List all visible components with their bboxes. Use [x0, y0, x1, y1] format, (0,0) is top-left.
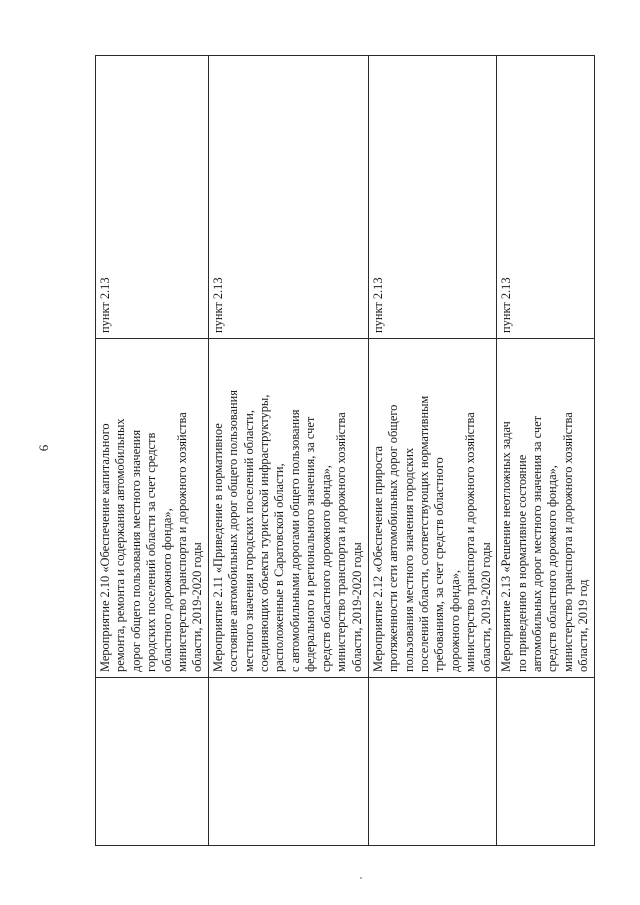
description-line: соединяющих объекты туристской инфраструктуры,	[257, 394, 272, 672]
empty-cell	[497, 678, 594, 846]
description-line: средств областного дорожного фонда»,	[545, 465, 560, 672]
description-line: министерство транспорта и дорожного хозяйства	[334, 412, 349, 672]
description-line: требованиям, за счет средств областного	[432, 457, 447, 672]
measures-table-rotated	[95, 56, 591, 846]
description-line: Мероприятие 2.10 «Обеспечение капитального	[98, 423, 112, 672]
description-line: местного значения городских поселений области,	[241, 410, 256, 672]
description-line: Мероприятие 2.11 «Приведение в нормативное	[210, 423, 225, 672]
table-row	[96, 56, 209, 846]
description-line: дорожного фонда»,	[447, 570, 462, 672]
empty-cell	[96, 678, 209, 846]
description-line: министерство транспорта и дорожного хозяйства	[463, 412, 478, 672]
reference-text: пункт 2.13	[210, 277, 225, 333]
description-line: по приведению в нормативное состояние	[514, 454, 529, 672]
description-line: области, 2019 год	[576, 579, 591, 672]
description-cell	[497, 339, 594, 678]
description-line: области, 2019-2020 годы	[190, 542, 205, 672]
description-line: поселений области, соответствующих нормативным	[417, 395, 432, 672]
description-line: областного дорожного фонда»,	[159, 508, 174, 672]
description-line: с автомобильными дорогами общего пользования	[287, 409, 302, 672]
description-line: дорог общего пользования местного значения	[128, 429, 143, 672]
description-cell	[368, 339, 496, 678]
description-line: пользования местного значения городских	[401, 447, 416, 672]
reference-text: пункт 2.13	[370, 277, 385, 333]
page-number: 6	[36, 444, 51, 452]
table-row	[208, 56, 368, 846]
description-cell	[208, 339, 368, 678]
description-line: Мероприятие 2.12 «Обеспечение прироста	[370, 445, 385, 672]
description-line: состояние автомобильных дорог общего пользования	[226, 390, 241, 672]
description-line: министерство транспорта и дорожного хозяйства	[175, 412, 190, 672]
description-line: средств областного дорожного фонда»,	[318, 465, 333, 672]
empty-cell	[208, 678, 368, 846]
description-line: области, 2019-2020 годы	[478, 542, 493, 672]
reference-text: пункт 2.13	[499, 277, 514, 333]
reference-text: пункт 2.13	[98, 277, 112, 333]
measures-table	[95, 55, 595, 846]
description-line: расположенные в Саратовской области,	[272, 463, 287, 672]
description-cell	[96, 339, 209, 678]
description-line: Мероприятие 2.13 «Решение неотложных задач	[499, 421, 514, 672]
reference-cell	[208, 56, 368, 339]
description-line: федерального и регионального значения, за счет	[303, 416, 318, 672]
reference-cell	[368, 56, 496, 339]
empty-cell	[368, 678, 496, 846]
reference-cell	[96, 56, 209, 339]
reference-cell	[497, 56, 594, 339]
description-line: области, 2019-2020 годы	[349, 542, 364, 672]
table-row	[497, 56, 594, 846]
description-line: автомобильных дорог местного значения за счет	[529, 415, 544, 672]
scan-speck	[360, 877, 362, 879]
table-row	[368, 56, 496, 846]
description-line: протяженности сети автомобильных дорог общего	[386, 404, 401, 672]
description-line: министерство транспорта и дорожного хозяйства	[560, 412, 575, 672]
description-line: ремонта, ремонта и содержания автомобильных	[113, 418, 128, 672]
description-line: городских поселений области за счет средств	[144, 432, 159, 672]
